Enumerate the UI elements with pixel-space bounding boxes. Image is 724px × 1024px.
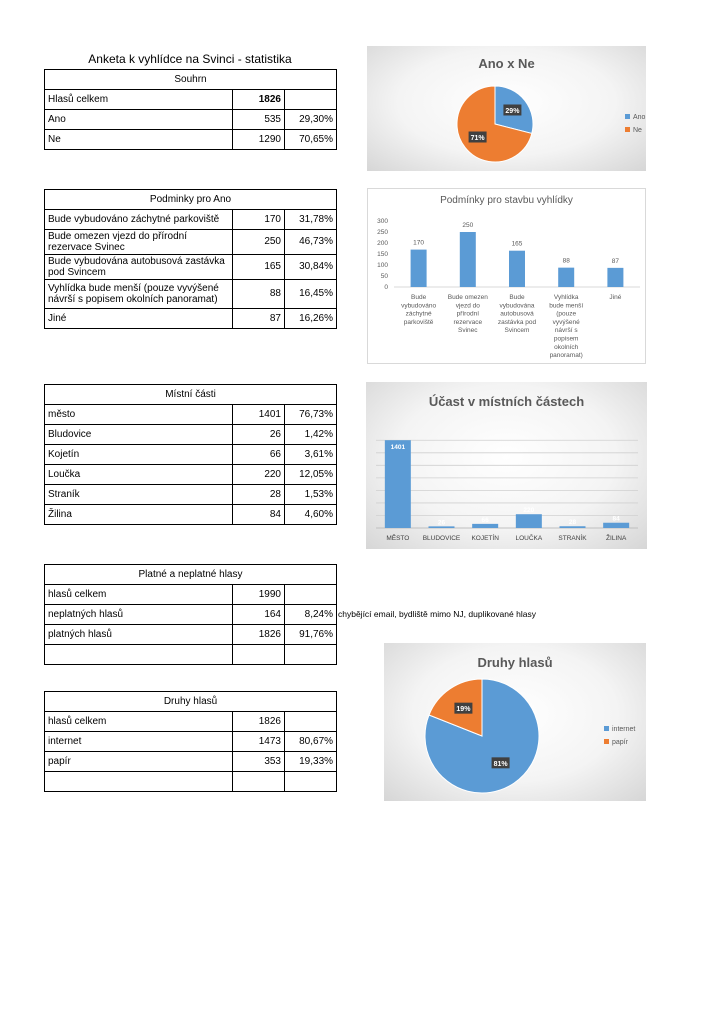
bar xyxy=(429,526,455,528)
table-row xyxy=(45,425,337,445)
row-percent: 46,73% xyxy=(285,230,337,255)
conditions-table xyxy=(44,189,337,329)
bar-chart-districts xyxy=(366,382,647,549)
row-count: 170 xyxy=(233,210,285,230)
bar-value-label: 26 xyxy=(437,519,446,527)
row-count: 1826 xyxy=(233,712,285,732)
row-percent: 80,67% xyxy=(285,732,337,752)
row-percent: 70,65% xyxy=(285,130,337,150)
legend-swatch xyxy=(604,726,609,731)
row-count: 87 xyxy=(233,309,285,329)
row-label: neplatných hlasů xyxy=(45,605,233,625)
x-tick-label: Bude vybudováno záchytné parkoviště xyxy=(401,294,437,326)
row-count: 353 xyxy=(233,752,285,772)
row-percent: 31,78% xyxy=(285,210,337,230)
row-percent: 12,05% xyxy=(285,465,337,485)
y-tick-label: 300 xyxy=(377,218,388,225)
table-row xyxy=(45,255,337,280)
table-row xyxy=(45,645,337,665)
row-count: 165 xyxy=(233,255,285,280)
table-row xyxy=(45,485,337,505)
x-tick-label: ŽILINA xyxy=(606,535,627,542)
row-label: Bude omezen vjezd do přírodní rezervace Svinec xyxy=(45,230,233,255)
document-title: Anketa k vyhlídce na Svinci - statistika xyxy=(88,52,292,66)
table-row xyxy=(45,505,337,525)
bar-value-label: 165 xyxy=(511,240,523,248)
row-label: Straník xyxy=(45,485,233,505)
x-tick-label: MĚSTO xyxy=(386,535,410,542)
summary-table xyxy=(44,69,337,150)
bar-value-label: 220 xyxy=(523,507,535,515)
x-tick-label: BLUDOVICE xyxy=(422,535,461,542)
table-row xyxy=(45,732,337,752)
y-tick-label: 0 xyxy=(384,284,388,291)
table-header: Podminky pro Ano xyxy=(45,190,337,210)
legend-label: papír xyxy=(612,739,628,746)
table-row xyxy=(45,585,337,605)
row-label: Žilina xyxy=(45,505,233,525)
row-count: 164 xyxy=(233,605,285,625)
row-percent: 30,84% xyxy=(285,255,337,280)
row-percent: 8,24% xyxy=(285,605,337,625)
bar xyxy=(460,232,476,287)
row-label xyxy=(45,645,233,665)
row-count: 1473 xyxy=(233,732,285,752)
bar xyxy=(558,268,574,287)
row-percent: 1,42% xyxy=(285,425,337,445)
bar xyxy=(385,440,411,528)
row-percent: 19,33% xyxy=(285,752,337,772)
bar-value-label: 84 xyxy=(612,515,620,523)
table-row xyxy=(45,752,337,772)
table-header: Místní části xyxy=(45,385,337,405)
row-percent: 91,76% xyxy=(285,625,337,645)
row-count: 1826 xyxy=(233,90,285,110)
row-count: 1290 xyxy=(233,130,285,150)
bar-value-label: 66 xyxy=(481,516,489,524)
invalid-votes-note: chybějící email, bydliště mimo NJ, duplikované hlasy xyxy=(338,609,536,619)
row-label: Loučka xyxy=(45,465,233,485)
bar xyxy=(411,250,427,287)
chart-title: Druhy hlasů xyxy=(477,655,553,670)
legend-label: Ano xyxy=(633,114,646,121)
table-header: Souhrn xyxy=(45,70,337,90)
row-label: Bude vybudováno záchytné parkoviště xyxy=(45,210,233,230)
table-row xyxy=(45,465,337,485)
row-label: papír xyxy=(45,752,233,772)
y-tick-label: 250 xyxy=(377,229,388,236)
x-tick-label: LOUČKA xyxy=(515,535,543,542)
bar xyxy=(607,268,623,287)
data-label: 19% xyxy=(456,706,471,714)
row-label: hlasů celkem xyxy=(45,712,233,732)
row-label: Bludovice xyxy=(45,425,233,445)
row-label: Kojetín xyxy=(45,445,233,465)
table-row xyxy=(45,110,337,130)
table-header: Platné a neplatné hlasy xyxy=(45,565,337,585)
row-label: hlasů celkem xyxy=(45,585,233,605)
legend-swatch xyxy=(625,114,630,119)
row-percent xyxy=(285,585,337,605)
x-tick-label: Vyhlídka bude menší (pouze vyvýšené návrší s popisem okolních panoramat) xyxy=(549,294,584,360)
row-count: 88 xyxy=(233,280,285,309)
bar-value-label: 170 xyxy=(413,239,425,247)
chart-title: Ano x Ne xyxy=(478,56,535,71)
row-percent xyxy=(285,772,337,792)
row-count: 250 xyxy=(233,230,285,255)
data-label: 71% xyxy=(470,135,485,143)
row-count: 220 xyxy=(233,465,285,485)
row-label: platných hlasů xyxy=(45,625,233,645)
table-row xyxy=(45,309,337,329)
table-row xyxy=(45,625,337,645)
x-tick-label: Bude vybudována autobusová zastávka pod Svincem xyxy=(497,294,537,335)
row-count: 1401 xyxy=(233,405,285,425)
row-label: Jiné xyxy=(45,309,233,329)
table-row xyxy=(45,605,337,625)
row-percent xyxy=(285,712,337,732)
y-tick-label: 50 xyxy=(380,273,388,280)
data-label: 81% xyxy=(493,760,508,768)
y-tick-label: 100 xyxy=(377,262,388,269)
table-row xyxy=(45,280,337,309)
row-percent xyxy=(285,90,337,110)
pie-chart-vote-types xyxy=(384,643,646,801)
chart-title: Podmínky pro stavbu vyhlídky xyxy=(440,195,573,206)
table-row xyxy=(45,772,337,792)
row-percent xyxy=(285,645,337,665)
row-count: 535 xyxy=(233,110,285,130)
bar xyxy=(472,524,498,528)
row-count: 1826 xyxy=(233,625,285,645)
row-percent: 16,45% xyxy=(285,280,337,309)
bar xyxy=(560,526,586,528)
bar xyxy=(603,523,629,528)
table-row xyxy=(45,130,337,150)
row-label: Ano xyxy=(45,110,233,130)
districts-table xyxy=(44,384,337,525)
bar-value-label: 28 xyxy=(568,519,577,527)
table-row xyxy=(45,405,337,425)
y-tick-label: 150 xyxy=(377,251,388,258)
row-count: 1990 xyxy=(233,585,285,605)
table-row xyxy=(45,712,337,732)
bar-chart-conditions xyxy=(367,188,646,364)
legend-swatch xyxy=(604,739,609,744)
row-count: 66 xyxy=(233,445,285,465)
row-count: 84 xyxy=(233,505,285,525)
valid-votes-table xyxy=(44,564,337,665)
legend-label: Ne xyxy=(633,127,642,134)
row-label: Ne xyxy=(45,130,233,150)
row-label: Bude vybudována autobusová zastávka pod Svincem xyxy=(45,255,233,280)
y-tick-label: 200 xyxy=(377,240,388,247)
data-label: 29% xyxy=(505,107,520,115)
x-tick-label: Jiné xyxy=(609,294,622,301)
table-row xyxy=(45,445,337,465)
bar-value-label: 88 xyxy=(562,257,570,265)
vote-types-table xyxy=(44,691,337,792)
legend-swatch xyxy=(625,127,630,132)
legend-label: internet xyxy=(612,726,636,733)
row-label: Vyhlídka bude menší (pouze vyvýšené návrší s popisem okolních panoramat) xyxy=(45,280,233,309)
row-percent: 76,73% xyxy=(285,405,337,425)
bar-value-label: 250 xyxy=(462,222,474,229)
row-count: 28 xyxy=(233,485,285,505)
row-percent: 16,26% xyxy=(285,309,337,329)
pie-chart-ano-ne xyxy=(367,46,646,171)
bar-value-label: 1401 xyxy=(390,444,406,452)
row-percent: 29,30% xyxy=(285,110,337,130)
row-count xyxy=(233,645,285,665)
row-count: 26 xyxy=(233,425,285,445)
row-count xyxy=(233,772,285,792)
x-tick-label: Bude omezen vjezd do přírodní rezervace Svinec xyxy=(447,294,488,335)
table-row xyxy=(45,230,337,255)
row-percent: 4,60% xyxy=(285,505,337,525)
x-tick-label: KOJETÍN xyxy=(471,535,499,542)
bar xyxy=(516,514,542,528)
row-percent: 1,53% xyxy=(285,485,337,505)
bar-value-label: 87 xyxy=(611,257,620,265)
table-row xyxy=(45,90,337,110)
row-label: město xyxy=(45,405,233,425)
bar xyxy=(509,251,525,287)
x-tick-label: STRANÍK xyxy=(558,535,587,542)
row-percent: 3,61% xyxy=(285,445,337,465)
row-label: internet xyxy=(45,732,233,752)
table-header: Druhy hlasů xyxy=(45,692,337,712)
row-label: Hlasů celkem xyxy=(45,90,233,110)
row-label xyxy=(45,772,233,792)
table-row xyxy=(45,210,337,230)
chart-title: Účast v místních částech xyxy=(428,394,585,409)
